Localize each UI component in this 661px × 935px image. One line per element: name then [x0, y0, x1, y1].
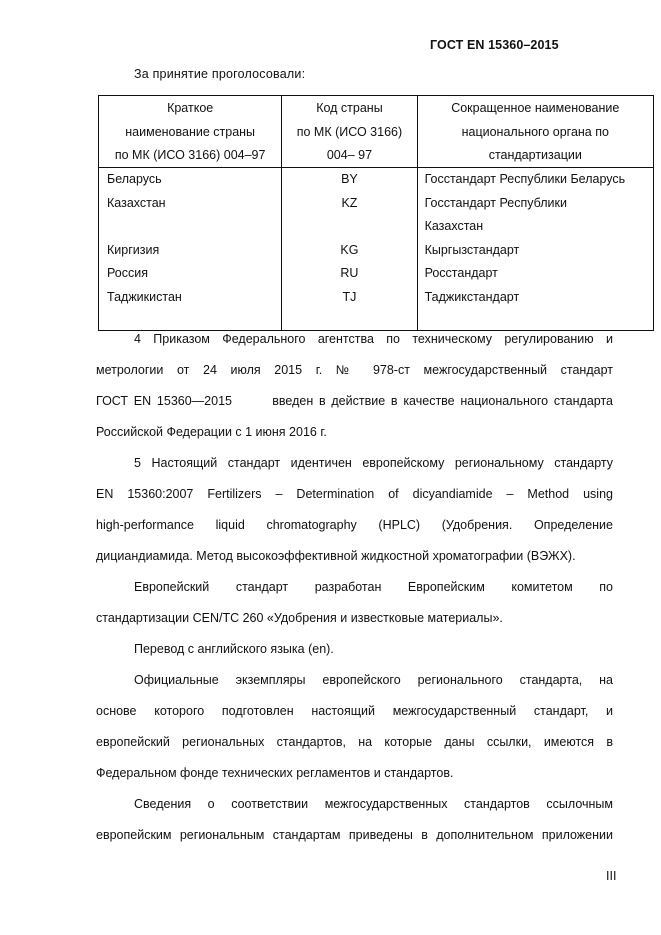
- country-names-column: [99, 168, 282, 331]
- country-name: Россия: [107, 266, 148, 280]
- header-country-name: Краткое наименование страны по МК (ИСО 3166) 004–97: [99, 96, 282, 168]
- country-codes-column: [282, 168, 417, 331]
- voting-countries-table: [98, 95, 654, 331]
- standards-bodies-column: [417, 168, 653, 331]
- standards-body: Кыргызстандарт: [424, 242, 520, 257]
- country-name: Беларусь: [107, 172, 162, 186]
- header-country-code: Код страны по МК (ИСО 3166) 004– 97: [282, 96, 417, 168]
- country-name: Киргизия: [107, 242, 160, 257]
- country-code: BY: [341, 172, 358, 186]
- paragraph-translation: Перевод с английского языка (en).: [134, 642, 334, 656]
- header-standards-body: Сокращенное наименование национального органа по стандартизации: [417, 96, 653, 168]
- table-body-row: [99, 168, 654, 331]
- paragraph-conformity-info: Сведения о соответствии межгосударственных стандартов ссылочным европейским региональным стандартам приведены в дополнительном приложении: [96, 797, 613, 842]
- standards-body: Таджикстандарт: [424, 289, 520, 304]
- country-code: RU: [340, 266, 359, 280]
- country-name: Таджикистан: [107, 289, 182, 304]
- standards-body-cont: Казахстан: [424, 219, 484, 233]
- paragraph-4-order: 4 Приказом Федерального агентства по техническому регулированию и метрологии от 24 июля 2015 г. № 978-ст межгосударственный стандарт ГОСТ EN 15360—2015 введен в действие в качестве национального стандарта Российской Федерации с 1 июня 2016 г.: [96, 332, 613, 439]
- page-number: III: [606, 869, 617, 883]
- voting-intro: За принятие проголосовали:: [134, 67, 306, 81]
- country-name: Казахстан: [107, 195, 166, 210]
- country-code: KG: [340, 242, 359, 257]
- standards-body: Росстандарт: [424, 266, 498, 280]
- document-code-header: ГОСТ EN 15360–2015: [430, 38, 559, 52]
- country-code: KZ: [341, 195, 358, 210]
- paragraph-5-identity: 5 Настоящий стандарт идентичен европейскому региональному стандарту EN 15360:2007 Fertilizers – Determination of dicyandiamide – Method using high-performance liquid chromatography (HPLC) (Удобрения. Определение дициандиамида. Метод высокоэффективной жидкостной хроматографии (ВЭЖХ).: [96, 456, 613, 563]
- country-code: TJ: [342, 289, 357, 304]
- standards-body: Госстандарт Республики: [424, 195, 567, 210]
- standards-body: Госстандарт Республики Беларусь: [424, 172, 626, 186]
- table-header-row: [99, 96, 654, 168]
- paragraph-developer: Европейский стандарт разработан Европейским комитетом по стандартизации CEN/TC 260 «Удобрения и известковые материалы».: [96, 580, 613, 625]
- paragraph-official-copies: Официальные экземпляры европейского регионального стандарта, на основе которого подготовлен настоящий межгосударственный стандарт, и европейский региональных стандартов, на которые даны ссылки, имеются в Федеральном фонде технических регламентов и стандартов.: [96, 673, 613, 780]
